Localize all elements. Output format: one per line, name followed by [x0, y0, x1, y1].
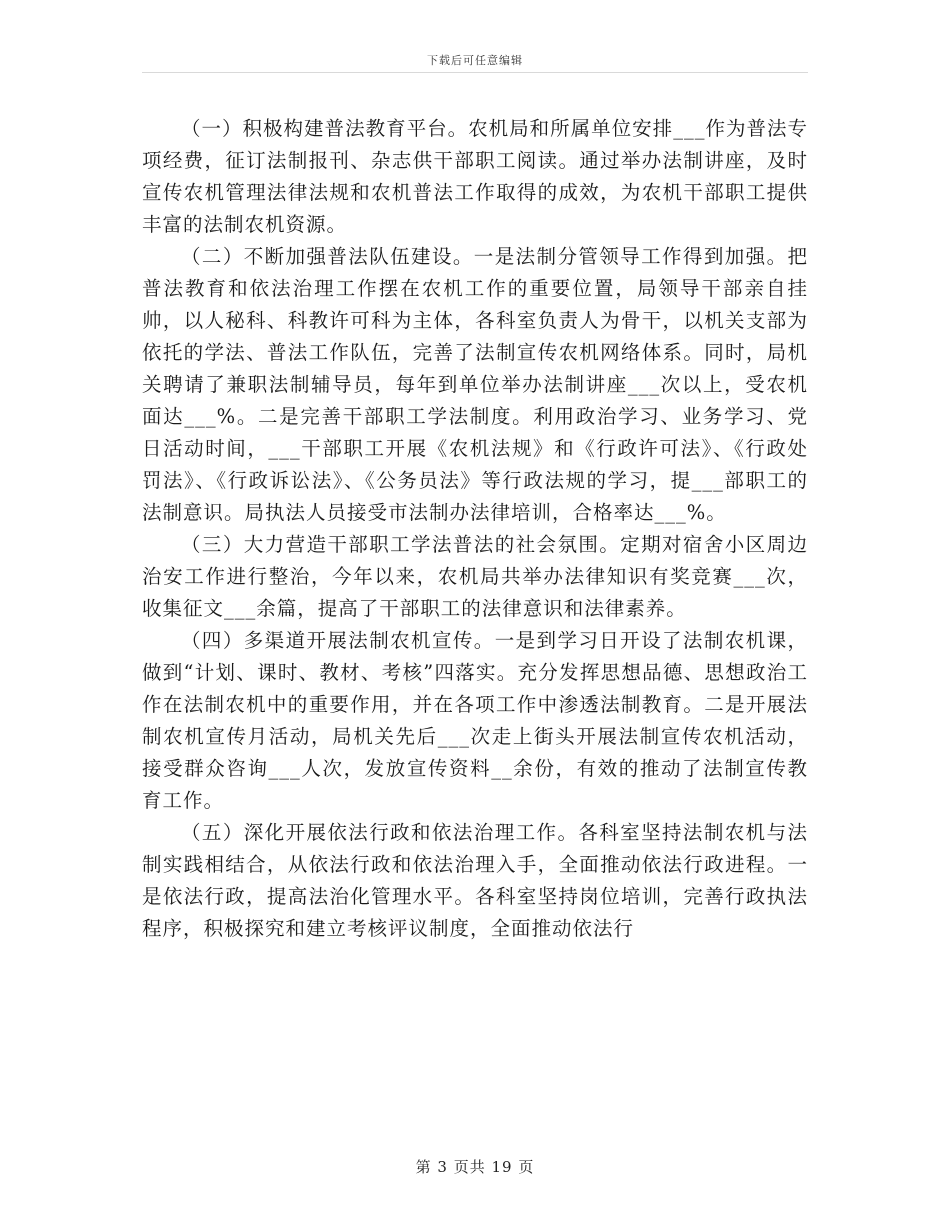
paragraph-2: （二）不断加强普法队伍建设。一是法制分管领导工作得到加强。把普法教育和依法治理工作摆在农机工作的重要位置，局领导干部亲自挂帅，以人秘科、科教许可科为主体，各科室负责人为骨干，以机关支部为依托的学法、普法工作队伍，完善了法制宣传农机网络体系。同时，局机关聘请了兼职法制辅导员，每年到单位举办法制讲座___次以上，受农机面达___%。二是完善干部职工学法制度。利用政治学习、业务学习、党日活动时间，___干部职工开展《农机法规》和《行政许可法》、《行政处罚法》、《行政诉讼法》、《公务员法》等行政法规的学习，提___部职工的法制意识。局执法人员接受市法制办法律培训，合格率达___%。 [142, 245, 808, 524]
paragraph-3: （三）大力营造干部职工学法普法的社会氛围。定期对宿舍小区周边治安工作进行整治，今年以来，农机局共举办法律知识有奖竞赛___次，收集征文___余篇，提高了干部职工的法律意识和法律素养。 [142, 533, 808, 620]
document-body [142, 113, 808, 945]
paragraph-5: （五）深化开展依法行政和依法治理工作。各科室坚持法制农机与法制实践相结合，从依法行政和依法治理入手，全面推动依法行政进程。一是依法行政，提高法治化管理水平。各科室坚持岗位培训，完善行政执法程序，积极探究和建立考核评议制度，全面推动依法行 [142, 821, 808, 940]
paragraph-4: （四）多渠道开展法制农机宣传。一是到学习日开设了法制农机课，做到“计划、课时、教材、考核”四落实。充分发挥思想品德、思想政治工作在法制农机中的重要作用，并在各项工作中渗透法制教育。二是开展法制农机宣传月活动，局机关先后___次走上街头开展法制宣传农机活动，接受群众咨询___人次，发放宣传资料__余份，有效的推动了法制宣传教育工作。 [142, 629, 808, 812]
page-header: 下载后可任意编辑 [427, 54, 523, 67]
page-footer: 第 3 页共 19 页 [415, 1158, 535, 1176]
header-divider [142, 72, 808, 73]
paragraph-1: （一）积极构建普法教育平台。农机局和所属单位安排___作为普法专项经费，征订法制报刊、杂志供干部职工阅读。通过举办法制讲座，及时宣传农机管理法律法规和农机普法工作取得的成效，为农机干部职工提供丰富的法制农机资源。 [142, 117, 808, 236]
